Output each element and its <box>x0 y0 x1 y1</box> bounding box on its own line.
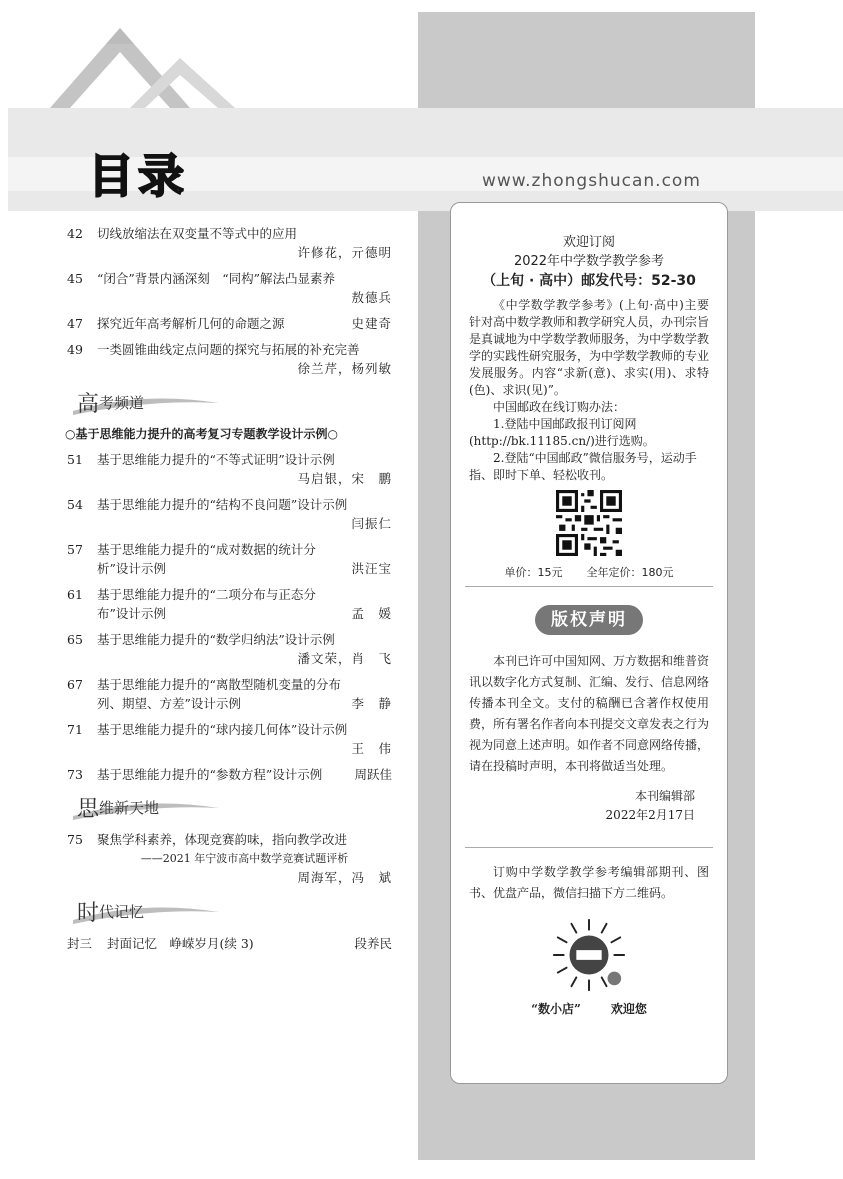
page-title: 目录 <box>88 149 188 203</box>
toc-entry[interactable]: 42 切线放缩法在双变量不等式中的应用 <box>67 226 298 241</box>
toc-entry[interactable]: 67 基于思维能力提升的“离散型随机变量的分布列、期望、方差”设计示例 <box>67 677 341 711</box>
toc-entry[interactable]: 54 基于思维能力提升的“结构不良问题”设计示例 <box>67 497 348 512</box>
toc-authors: 李 静 <box>351 696 392 711</box>
qr-code-icon[interactable] <box>556 490 622 556</box>
toc-authors: 许修花，亓德明 <box>297 245 392 260</box>
signature-date: 2022年2月17日 <box>605 808 695 822</box>
website-url[interactable]: www.zhongshucan.com <box>482 171 701 191</box>
toc-authors: 段养民 <box>354 936 392 951</box>
shop-name: “数小店” <box>531 1002 581 1016</box>
toc-authors: 潘文荣，肖 飞 <box>297 651 392 666</box>
toc-entry[interactable]: 57 基于思维能力提升的“成对数据的统计分析”设计示例 <box>67 542 316 576</box>
shop-welcome <box>451 1000 727 1017</box>
journal-intro: 《中学数学教学参考》(上旬·高中)主要针对高中数学教师和教学研究人员，办刊宗旨是真诚地为中学数学教师服务，为中学数学教学的实践性研究服务，为中学数学教师的专业发展服务。内容“求新(意)、求实(用)、求特(色)、求识(见)”。 <box>469 298 710 397</box>
toc-authors: 徐兰芹，杨列敏 <box>297 361 392 376</box>
toc-entry[interactable]: 75 聚焦学科素养，体现竞赛韵味，指向教学改进 <box>67 832 348 847</box>
toc-entry[interactable]: 71 基于思维能力提升的“球内接几何体”设计示例 <box>67 722 348 737</box>
toc-authors: 周跃佳 <box>354 767 392 782</box>
toc-authors: 王 伟 <box>351 741 392 756</box>
annual-price: 全年定价：180元 <box>586 566 674 579</box>
toc-entry[interactable]: 45 “闭合”背景内涵深刻 “同构”解法凸显素养 <box>67 271 336 286</box>
postal-code: （上旬 · 高中）邮发代号：52-30 <box>482 273 696 289</box>
order-text: 订购中学数学教学参考编辑部期刊、图书、优盘产品，微信扫描下方二维码。 <box>469 865 709 900</box>
single-price: 单价：15元 <box>504 566 563 579</box>
table-of-contents <box>67 224 392 953</box>
toc-subtitle: ——2021 年宁波市高中数学竞赛试题评析 <box>140 852 349 865</box>
toc-authors: 洪汪宝 <box>351 561 392 576</box>
price-row <box>465 564 713 587</box>
toc-entry[interactable]: 65 基于思维能力提升的“数学归纳法”设计示例 <box>67 632 335 647</box>
card-divider <box>465 847 713 848</box>
copyright-text: 本刊已许可中国知网、万方数据和维普资讯以数字化方式复制、汇编、发行、信息网络传播本刊全文。支付的稿酬已含著作权使用费，所有署名作者向本刊提交文章发表之行为视为同意上述声明。如作者不同意网络传播，请在投稿时声明，本刊将做适当处理。 <box>469 654 710 773</box>
toc-entry[interactable]: 51 基于思维能力提升的“不等式证明”设计示例 <box>67 452 335 467</box>
card-heading: 欢迎订阅 <box>562 235 615 250</box>
order-step-2: 2.登陆“中国邮政”微信服务号，运动手指、即时下单、轻松收刊。 <box>469 451 697 482</box>
mini-program-code-icon[interactable] <box>550 916 628 994</box>
shop-welcome-text: 欢迎您 <box>610 1002 647 1016</box>
subscription-card <box>450 202 728 1084</box>
order-step-1[interactable]: 1.登陆中国邮政报刊订阅网(http://bk.11185.cn/)进行选购。 <box>469 417 655 448</box>
section-header-gaokao: 高 考频道 <box>77 385 392 419</box>
series-subheading: ○基于思维能力提升的高考复习专题教学设计示例○ <box>65 427 338 441</box>
toc-authors: 周海军，冯 斌 <box>297 870 392 885</box>
section-header-siwei: 思 维新天地 <box>77 790 392 824</box>
section-header-shidai: 时 代记忆 <box>77 894 392 928</box>
toc-entry[interactable]: 73 基于思维能力提升的“参数方程”设计示例 周跃佳 <box>67 767 392 782</box>
journal-name: 2022年中学数学教学参考 <box>513 254 665 269</box>
toc-authors: 孟 媛 <box>351 606 392 621</box>
toc-entry[interactable]: 49 一类圆锥曲线定点问题的探究与拓展的补充完善 <box>67 342 360 357</box>
toc-entry[interactable]: 封三 封面记忆 峥嵘岁月(续 3) 段养民 <box>67 936 392 951</box>
roof-decoration <box>40 20 260 110</box>
toc-authors: 闫振仁 <box>351 516 392 531</box>
signature-org: 本刊编辑部 <box>634 789 695 803</box>
copyright-badge: 版权声明 <box>535 605 643 635</box>
order-method: 中国邮政在线订购办法： <box>493 400 626 414</box>
toc-entry[interactable]: 47 探究近年高考解析几何的命题之源 史建奇 <box>67 316 392 331</box>
toc-authors: 敖德兵 <box>351 290 392 305</box>
toc-authors: 史建奇 <box>351 316 392 331</box>
toc-entry[interactable]: 61 基于思维能力提升的“二项分布与正态分布”设计示例 <box>67 587 316 621</box>
toc-authors: 马启银，宋 鹏 <box>297 471 392 486</box>
